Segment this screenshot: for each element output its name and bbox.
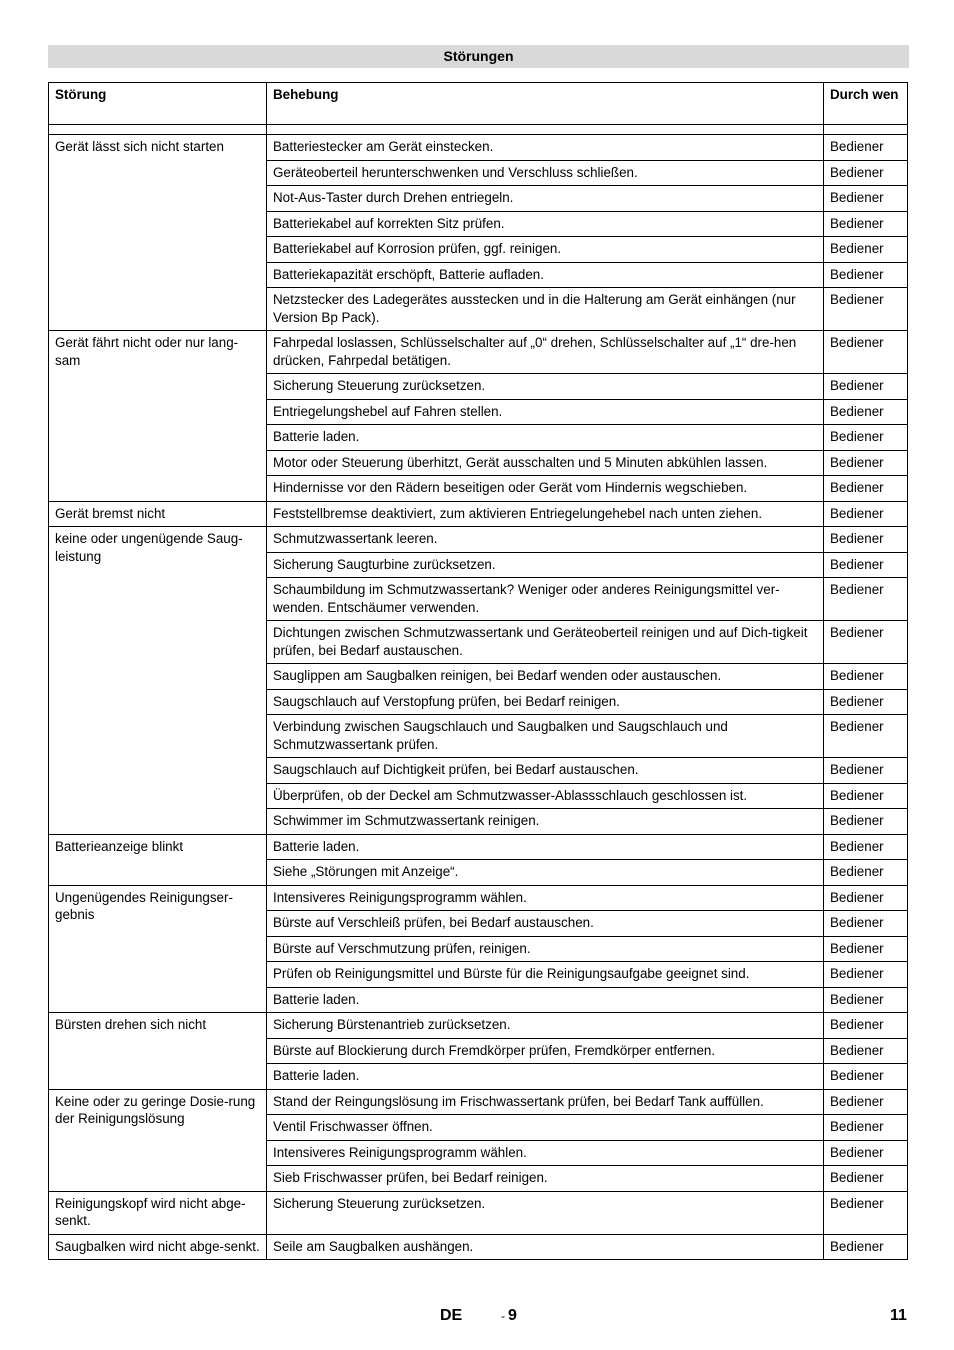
header-separator	[49, 125, 908, 135]
table-row	[49, 501, 908, 527]
by-whom-cell: Bediener	[824, 160, 908, 186]
by-whom-cell: Bediener	[824, 689, 908, 715]
by-whom-cell: Bediener	[824, 262, 908, 288]
remedy-cell: Schmutzwassertank leeren.	[267, 527, 824, 553]
by-whom-cell: Bediener	[824, 501, 908, 527]
by-whom-cell: Bediener	[824, 476, 908, 502]
remedy-cell: Schwimmer im Schmutzwassertank reinigen.	[267, 809, 824, 835]
table-row	[49, 1089, 908, 1115]
fault-cell: keine oder ungenügende Saug-leistung	[49, 527, 267, 835]
by-whom-cell: Bediener	[824, 834, 908, 860]
remedy-cell: Überprüfen, ob der Deckel am Schmutzwasser-Ablassschlauch geschlossen ist.	[267, 783, 824, 809]
table-row	[49, 1191, 908, 1234]
remedy-cell: Sicherung Bürstenantrieb zurücksetzen.	[267, 1013, 824, 1039]
by-whom-cell: Bediener	[824, 936, 908, 962]
footer-page-label: 9	[508, 1307, 517, 1324]
by-whom-cell: Bediener	[824, 664, 908, 690]
by-whom-cell: Bediener	[824, 399, 908, 425]
fault-table-body	[49, 135, 908, 1260]
by-whom-cell: Bediener	[824, 783, 908, 809]
by-whom-cell: Bediener	[824, 885, 908, 911]
footer-dash: -	[501, 1309, 505, 1323]
column-header-by-whom: Durch wen	[824, 83, 908, 125]
by-whom-cell: Bediener	[824, 987, 908, 1013]
fault-cell: Reinigungskopf wird nicht abge-senkt.	[49, 1191, 267, 1234]
remedy-cell: Intensiveres Reinigungsprogramm wählen.	[267, 1140, 824, 1166]
remedy-cell: Stand der Reingungslösung im Frischwassertank prüfen, bei Bedarf Tank auffüllen.	[267, 1089, 824, 1115]
fault-cell: Gerät lässt sich nicht starten	[49, 135, 267, 331]
remedy-cell: Motor oder Steuerung überhitzt, Gerät ausschalten und 5 Minuten abkühlen lassen.	[267, 450, 824, 476]
remedy-cell: Intensiveres Reinigungsprogramm wählen.	[267, 885, 824, 911]
fault-cell: Gerät fährt nicht oder nur lang-sam	[49, 331, 267, 502]
fault-cell: Saugbalken wird nicht abge-senkt.	[49, 1234, 267, 1260]
remedy-cell: Netzstecker des Ladegerätes ausstecken und in die Halterung am Gerät einhängen (nur Version Bp Pack).	[267, 288, 824, 331]
by-whom-cell: Bediener	[824, 1064, 908, 1090]
by-whom-cell: Bediener	[824, 1038, 908, 1064]
remedy-cell: Schaumbildung im Schmutzwassertank? Weniger oder anderes Reinigungsmittel ver-wenden. Entschäumer verwenden.	[267, 578, 824, 621]
by-whom-cell: Bediener	[824, 715, 908, 758]
by-whom-cell: Bediener	[824, 552, 908, 578]
by-whom-cell: Bediener	[824, 758, 908, 784]
remedy-cell: Hindernisse vor den Rädern beseitigen oder Gerät vom Hindernis wegschieben.	[267, 476, 824, 502]
remedy-cell: Batteriekapazität erschöpft, Batterie aufladen.	[267, 262, 824, 288]
remedy-cell: Batterie laden.	[267, 834, 824, 860]
footer-page-number: 11	[890, 1307, 907, 1324]
by-whom-cell: Bediener	[824, 1089, 908, 1115]
column-header-remedy: Behebung	[267, 83, 824, 125]
remedy-cell: Saugschlauch auf Verstopfung prüfen, bei Bedarf reinigen.	[267, 689, 824, 715]
remedy-cell: Dichtungen zwischen Schmutzwassertank und Geräteoberteil reinigen und auf Dich-tigkeit prüfen, bei Bedarf austauschen.	[267, 621, 824, 664]
by-whom-cell: Bediener	[824, 288, 908, 331]
section-title: Störungen	[48, 45, 909, 68]
by-whom-cell: Bediener	[824, 860, 908, 886]
remedy-cell: Sicherung Steuerung zurücksetzen.	[267, 1191, 824, 1234]
remedy-cell: Sicherung Saugturbine zurücksetzen.	[267, 552, 824, 578]
fault-cell: Bürsten drehen sich nicht	[49, 1013, 267, 1090]
remedy-cell: Not-Aus-Taster durch Drehen entriegeln.	[267, 186, 824, 212]
table-row	[49, 834, 908, 860]
remedy-cell: Seile am Saugbalken aushängen.	[267, 1234, 824, 1260]
by-whom-cell: Bediener	[824, 621, 908, 664]
table-row	[49, 331, 908, 374]
by-whom-cell: Bediener	[824, 1013, 908, 1039]
footer-page-ref	[501, 1307, 517, 1325]
by-whom-cell: Bediener	[824, 1191, 908, 1234]
footer-language: DE	[440, 1307, 463, 1324]
by-whom-cell: Bediener	[824, 962, 908, 988]
remedy-cell: Sauglippen am Saugbalken reinigen, bei Bedarf wenden oder austauschen.	[267, 664, 824, 690]
by-whom-cell: Bediener	[824, 809, 908, 835]
by-whom-cell: Bediener	[824, 135, 908, 161]
remedy-cell: Fahrpedal loslassen, Schlüsselschalter auf „0“ drehen, Schlüsselschalter auf „1“ dre-hen drücken, Fahrpedal betätigen.	[267, 331, 824, 374]
by-whom-cell: Bediener	[824, 527, 908, 553]
table-row	[49, 885, 908, 911]
remedy-cell: Batteriekabel auf korrekten Sitz prüfen.	[267, 211, 824, 237]
remedy-cell: Batteriestecker am Gerät einstecken.	[267, 135, 824, 161]
by-whom-cell: Bediener	[824, 1115, 908, 1141]
remedy-cell: Verbindung zwischen Saugschlauch und Saugbalken und Saugschlauch und Schmutzwassertank prüfen.	[267, 715, 824, 758]
fault-cell: Keine oder zu geringe Dosie-rung der Reinigungslösung	[49, 1089, 267, 1191]
remedy-cell: Batterie laden.	[267, 987, 824, 1013]
by-whom-cell: Bediener	[824, 331, 908, 374]
by-whom-cell: Bediener	[824, 1140, 908, 1166]
by-whom-cell: Bediener	[824, 425, 908, 451]
fault-table	[48, 82, 908, 1260]
by-whom-cell: Bediener	[824, 911, 908, 937]
remedy-cell: Sicherung Steuerung zurücksetzen.	[267, 374, 824, 400]
column-header-fault: Störung	[49, 83, 267, 125]
remedy-cell: Bürste auf Verschleiß prüfen, bei Bedarf austauschen.	[267, 911, 824, 937]
table-row	[49, 1234, 908, 1260]
by-whom-cell: Bediener	[824, 237, 908, 263]
remedy-cell: Ventil Frischwasser öffnen.	[267, 1115, 824, 1141]
remedy-cell: Bürste auf Blockierung durch Fremdkörper prüfen, Fremdkörper entfernen.	[267, 1038, 824, 1064]
remedy-cell: Siehe „Störungen mit Anzeige“.	[267, 860, 824, 886]
remedy-cell: Prüfen ob Reinigungsmittel und Bürste für die Reinigungsaufgabe geeignet sind.	[267, 962, 824, 988]
remedy-cell: Bürste auf Verschmutzung prüfen, reinigen.	[267, 936, 824, 962]
table-header-row	[49, 83, 908, 125]
remedy-cell: Batteriekabel auf Korrosion prüfen, ggf. reinigen.	[267, 237, 824, 263]
remedy-cell: Batterie laden.	[267, 425, 824, 451]
remedy-cell: Batterie laden.	[267, 1064, 824, 1090]
by-whom-cell: Bediener	[824, 450, 908, 476]
by-whom-cell: Bediener	[824, 578, 908, 621]
table-row	[49, 527, 908, 553]
remedy-cell: Sieb Frischwasser prüfen, bei Bedarf reinigen.	[267, 1166, 824, 1192]
fault-cell: Gerät bremst nicht	[49, 501, 267, 527]
remedy-cell: Geräteoberteil herunterschwenken und Verschluss schließen.	[267, 160, 824, 186]
fault-cell: Ungenügendes Reinigungser-gebnis	[49, 885, 267, 1013]
remedy-cell: Saugschlauch auf Dichtigkeit prüfen, bei Bedarf austauschen.	[267, 758, 824, 784]
remedy-cell: Entriegelungshebel auf Fahren stellen.	[267, 399, 824, 425]
by-whom-cell: Bediener	[824, 1166, 908, 1192]
table-row	[49, 1013, 908, 1039]
by-whom-cell: Bediener	[824, 1234, 908, 1260]
by-whom-cell: Bediener	[824, 211, 908, 237]
remedy-cell: Feststellbremse deaktiviert, zum aktivieren Entriegelungehebel nach unten ziehen.	[267, 501, 824, 527]
by-whom-cell: Bediener	[824, 374, 908, 400]
fault-cell: Batterieanzeige blinkt	[49, 834, 267, 885]
by-whom-cell: Bediener	[824, 186, 908, 212]
table-row	[49, 135, 908, 161]
